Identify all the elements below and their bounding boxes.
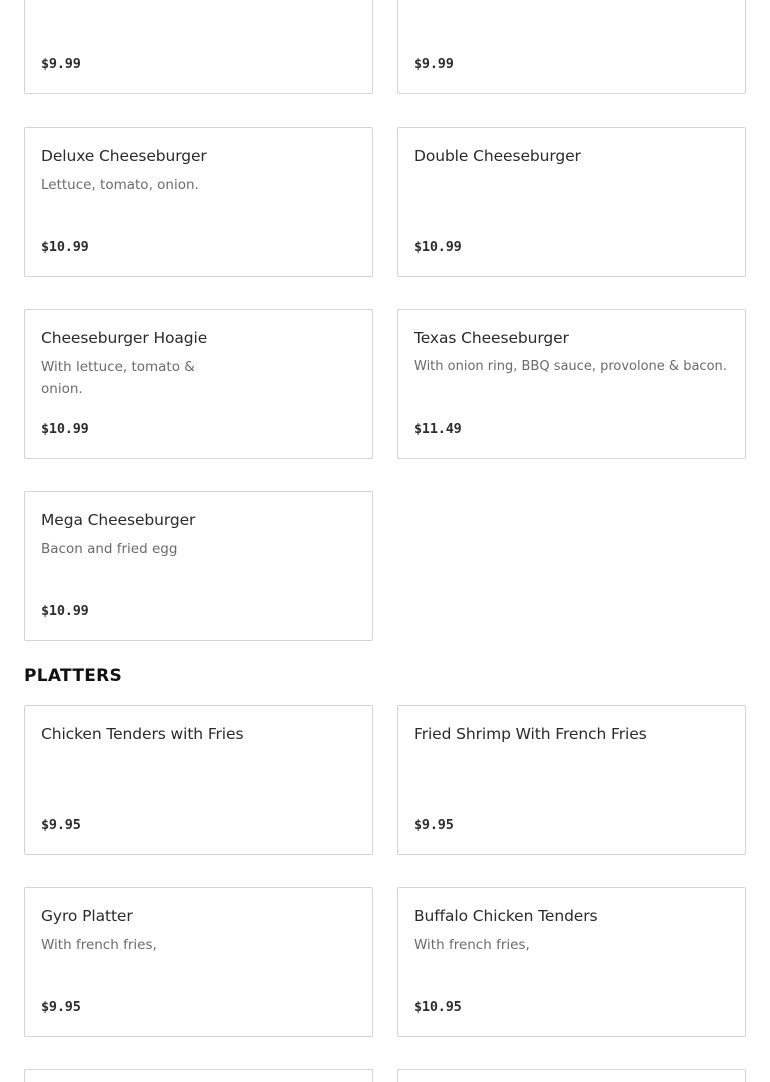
menu-item-price: $10.99 [41,421,89,437]
menu-item-price: $10.99 [414,239,462,255]
menu-item-price: $9.95 [41,999,81,1015]
menu-item-name: Cheeseburger Hoagie [41,329,208,347]
menu-item-description: With onion ring, BBQ sauce, provolone & bacon. [414,359,727,374]
menu-item-description: Bacon and fried egg [41,541,178,557]
menu-item-name: Texas Cheeseburger [414,329,569,347]
menu-item-description: With french fries, [41,937,157,953]
menu-item-card[interactable] [24,705,373,855]
menu-item-card[interactable] [397,1069,746,1082]
menu-item-name: Gyro Platter [41,907,133,925]
menu-item-description: With french fries, [414,937,530,953]
menu-item-name: Mega Cheeseburger [41,511,196,529]
menu-item-price: $9.99 [41,56,81,72]
menu-item-price: $10.99 [41,603,89,619]
menu-item-description: With lettuce, tomato & onion. [41,359,195,397]
menu-item-card[interactable] [397,887,746,1037]
menu-item-card[interactable] [397,309,746,459]
menu-item-card[interactable] [24,1069,373,1082]
menu-item-card[interactable] [397,705,746,855]
menu-item-name: Chicken Tenders with Fries [41,725,244,743]
section-title-platters: PLATTERS [24,666,123,686]
menu-item-price: $10.95 [414,999,462,1015]
menu-item-card[interactable] [24,491,373,641]
menu-item-price: $9.99 [414,56,454,72]
menu-item-name: Deluxe Cheeseburger [41,147,207,165]
menu-item-price: $11.49 [414,421,462,437]
menu-item-price: $9.95 [414,817,454,833]
menu-item-card[interactable] [24,309,373,459]
menu-item-card[interactable] [24,127,373,277]
menu-item-card[interactable] [397,127,746,277]
menu-item-name: Buffalo Chicken Tenders [414,907,598,925]
menu-item-price: $10.99 [41,239,89,255]
menu-item-price: $9.95 [41,817,81,833]
menu-item-description: Lettuce, tomato, onion. [41,177,199,193]
menu-item-name: Double Cheeseburger [414,147,581,165]
menu-item-card[interactable] [24,887,373,1037]
menu-item-card[interactable] [397,0,746,94]
menu-item-card[interactable] [24,0,373,94]
menu-item-name: Fried Shrimp With French Fries [414,725,647,743]
